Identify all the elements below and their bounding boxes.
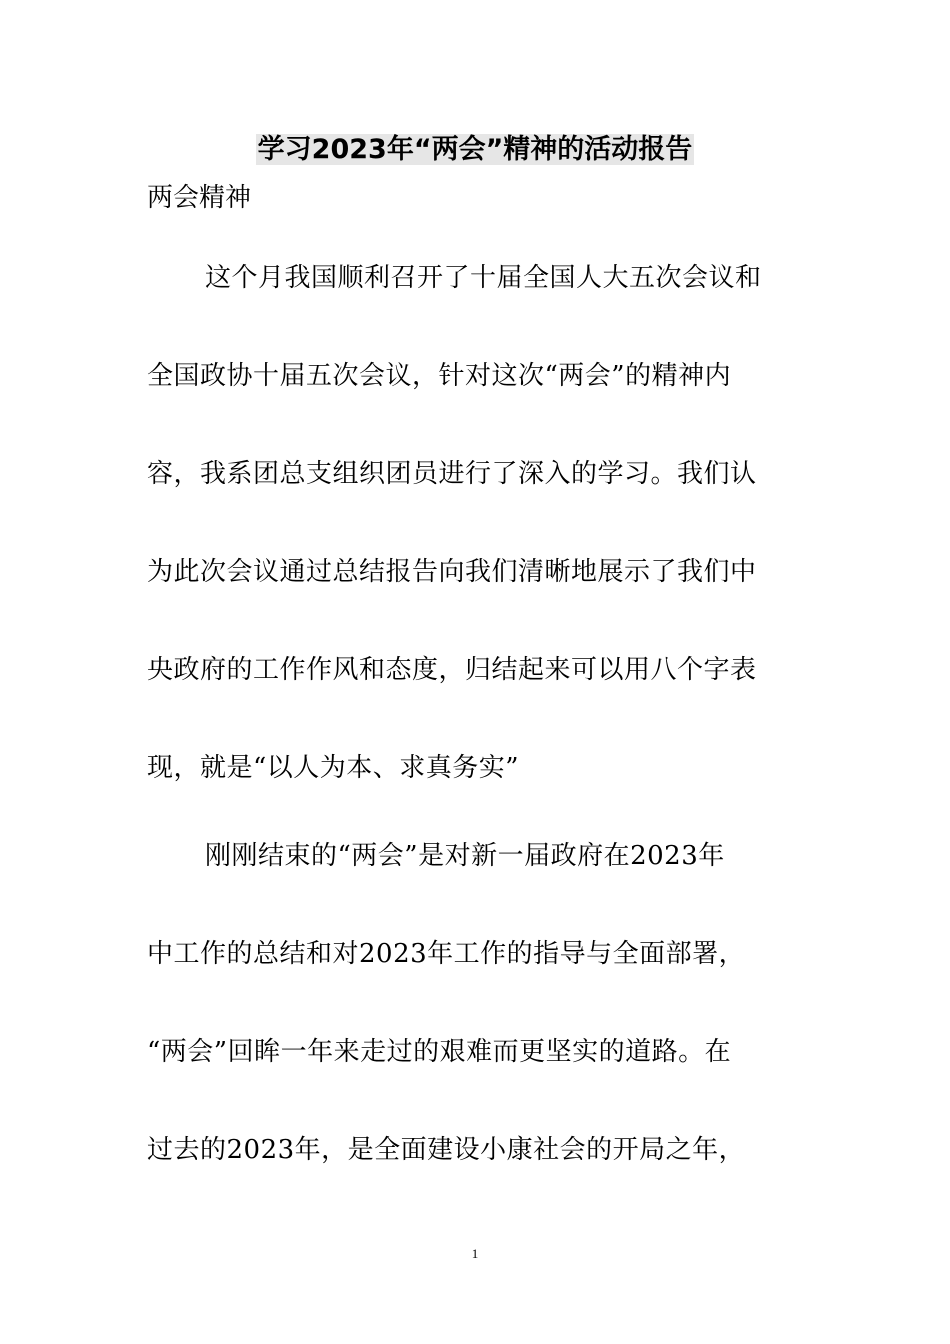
paragraph-line: 全国政协十届五次会议，针对这次“两会”的精神内	[147, 361, 732, 391]
subtitle: 两会精神	[147, 183, 252, 213]
document-title	[0, 130, 950, 170]
paragraph-line: 为此次会议通过总结报告向我们清晰地展示了我们中	[147, 557, 757, 587]
paragraph-line: “两会”回眸一年来走过的艰难而更坚实的道路。在	[147, 1037, 732, 1067]
paragraph-line: 这个月我国顺利召开了十届全国人大五次会议和	[205, 263, 762, 293]
page-number: 1	[471, 1246, 479, 1261]
paragraph-line: 央政府的工作作风和态度，归结起来可以用八个字表	[147, 655, 757, 685]
paragraph-line: 刚刚结束的“两会”是对新一届政府在2023年	[205, 841, 725, 871]
paragraph-line: 容，我系团总支组织团员进行了深入的学习。我们认	[147, 459, 757, 489]
title-text: 学习2023年“两会”精神的活动报告	[257, 134, 693, 165]
paragraph-line: 中工作的总结和对2023年工作的指导与全面部署，	[147, 939, 746, 969]
paragraph-line: 现，就是“以人为本、求真务实”	[147, 753, 520, 783]
paragraph-line: 过去的2023年，是全面建设小康社会的开局之年，	[147, 1135, 746, 1165]
